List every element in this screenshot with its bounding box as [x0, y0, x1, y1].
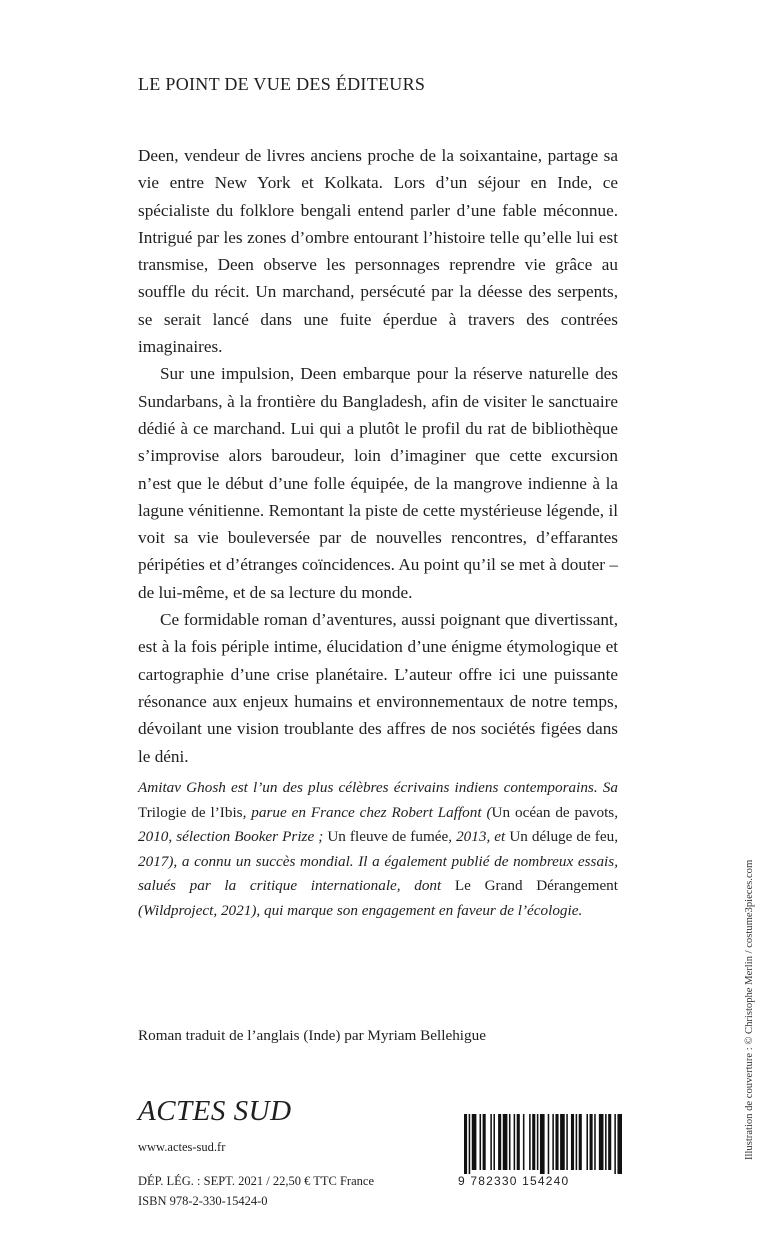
barcode-bar: [529, 1114, 531, 1170]
section-heading: LE POINT DE VUE DES ÉDITEURS: [138, 74, 426, 94]
barcode-bar: [555, 1114, 558, 1170]
summary-text: [138, 142, 618, 770]
barcode-bar: [469, 1114, 471, 1174]
barcode-bar: [614, 1114, 616, 1174]
publisher-logo: ACTES SUD: [138, 1095, 292, 1127]
barcode-bar: [590, 1114, 593, 1170]
barcode-bar: [514, 1114, 516, 1170]
summary-paragraph-1: Deen, vendeur de livres anciens proche de la soixantaine, partage sa vie entre New York et Kolkata. Lors d’un séjour en Inde, ce spécialiste du folklore bengali entend parler d’une fable méconnue. Intrigué par les zones d’ombre entourant l’histoire telle qu’elle lui est transmise, Deen observe les personnages reprendre vie grâce au souffle du récit. Un marchand, persécuté par la déesse des serpents, se serait lancé dans une fuite éperdue à travers des contrées imaginaires.: [138, 146, 618, 357]
bio-text: , 2017), a connu un succès mondial. Il a également publié de nombreux essais, salués par la critique internationale, dont: [138, 828, 619, 895]
barcode-bar: [605, 1114, 607, 1170]
barcode-bar: [552, 1114, 554, 1170]
barcode-bar: [617, 1114, 622, 1174]
bio-book-title: Un océan de pavots: [491, 803, 615, 821]
bio-book-title: Un déluge de feu: [509, 828, 615, 846]
translator-credit: Roman traduit de l’anglais (Inde) par Myriam Bellehigue: [138, 1027, 486, 1044]
barcode-bar: [599, 1114, 604, 1170]
publisher-website: www.actes-sud.fr: [138, 1140, 226, 1154]
legal-info: [138, 1171, 374, 1211]
bio-text: , parue en France chez Robert Laffont (: [242, 803, 492, 821]
barcode-bar: [560, 1114, 565, 1170]
barcode-bar: [490, 1114, 492, 1170]
barcode-bar: [576, 1114, 578, 1170]
barcode-bar: [509, 1114, 511, 1170]
barcode-bar: [517, 1114, 520, 1170]
barcode: [458, 1114, 622, 1174]
barcode-bar: [523, 1114, 525, 1170]
barcode-bar: [540, 1114, 545, 1174]
bio-text: , 2010, sélection Booker Prize ;: [138, 803, 618, 846]
bio-text: Amitav Ghosh est l’un des plus célèbres écrivains indiens contemporains. Sa: [138, 779, 618, 796]
barcode-icon: [458, 1114, 622, 1174]
summary-paragraph-2: Sur une impulsion, Deen embarque pour la réserve naturelle des Sundarbans, à la frontière du Bangladesh, afin de visiter le sanctuaire dédié à ce marchand. Lui qui a plutôt le profil du rat de bibliothèque s’improvise alors baroudeur, loin d’imaginer que cette excursion n’est que le début d’une folle équipée, de la mangrove indienne à la lagune vénitienne. Remontant la piste de cette mystérieuse légende, il voit sa vie bouleversée par de nouvelles rencontres, d’effarantes péripéties et d’étranges coïncidences. Au point qu’il se met à douter – de lui-même, et de sa lecture du monde.: [138, 364, 618, 602]
barcode-bar: [537, 1114, 539, 1170]
barcode-bar: [579, 1114, 582, 1170]
barcode-bar: [464, 1114, 467, 1174]
barcode-bar: [608, 1114, 611, 1170]
cover-illustration-credit: Illustration de couverture : © Christophe Merlin / costume3pieces.com: [744, 859, 755, 1160]
bio-book-title: Le Grand Dérangement: [454, 877, 618, 895]
isbn: ISBN 978-2-330-15424-0: [138, 1194, 268, 1208]
barcode-bar: [493, 1114, 495, 1170]
barcode-bar: [532, 1114, 535, 1170]
legal-deposit: DÉP. LÉG. : SEPT. 2021 / 22,50 € TTC France: [138, 1174, 374, 1188]
bio-text: , 2013, et: [448, 828, 510, 846]
summary-paragraph-3: Ce formidable roman d’aventures, aussi poignant que divertissant, est à la fois périple intime, élucidation d’une énigme étymologique et cartographie d’une crise planétaire. L’auteur offre ici une puissante résonance aux enjeux humains et environnementaux de notre temps, dévoilant une vision troublante des affres de nos sociétés figées dans le déni.: [138, 610, 618, 766]
barcode-bar: [548, 1114, 550, 1174]
barcode-bar: [483, 1114, 486, 1170]
author-bio: [138, 776, 618, 924]
barcode-number: 9 782330 154240: [458, 1174, 570, 1188]
barcode-bar: [594, 1114, 596, 1170]
barcode-bar: [503, 1114, 508, 1170]
bio-book-title: Trilogie de l’Ibis: [138, 803, 243, 821]
bio-text: (Wildproject, 2021), qui marque son engagement en faveur de l’écologie.: [138, 901, 583, 919]
barcode-bar: [586, 1114, 588, 1170]
bio-book-title: Un fleuve de fumée: [327, 828, 449, 846]
barcode-bar: [571, 1114, 574, 1170]
barcode-bar: [566, 1114, 568, 1170]
barcode-bar: [480, 1114, 482, 1170]
barcode-bar: [498, 1114, 501, 1170]
barcode-bar: [472, 1114, 477, 1170]
